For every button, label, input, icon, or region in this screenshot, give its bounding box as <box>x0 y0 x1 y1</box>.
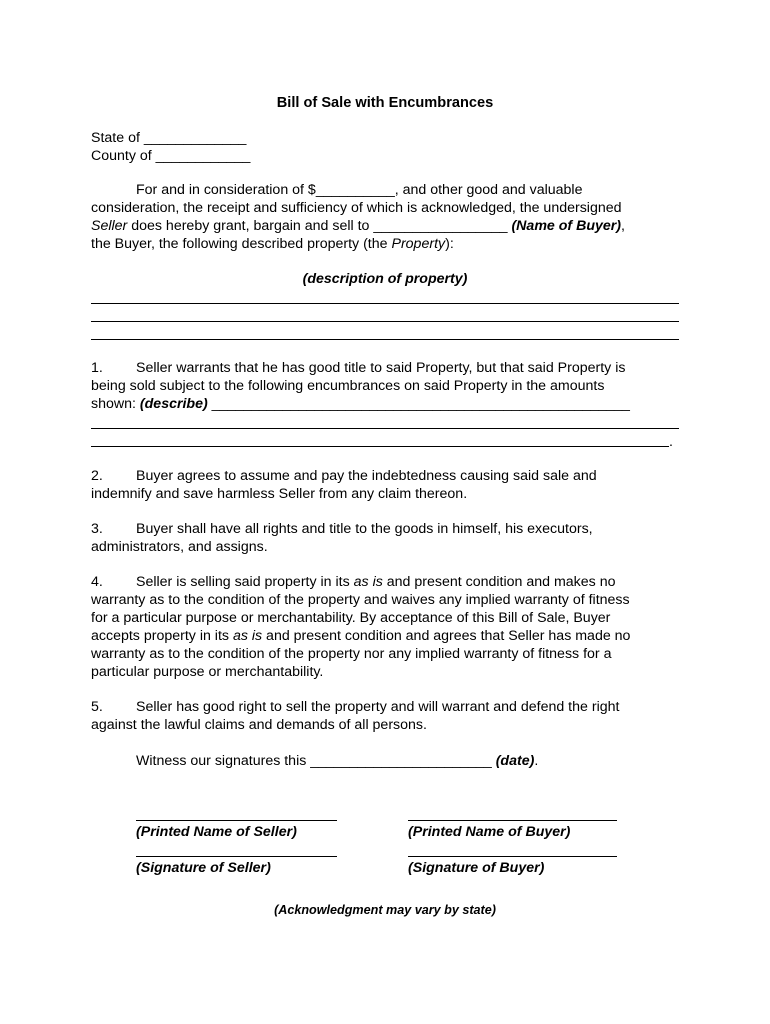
intro-line-1: For and in consideration of $__________, and other good and valuable <box>136 182 583 198</box>
buyer-signature-line <box>408 856 617 857</box>
buyer-printed-name-label: (Printed Name of Buyer) <box>408 824 571 840</box>
seller-signature-label: (Signature of Seller) <box>136 860 271 876</box>
description-rule-2 <box>91 321 679 322</box>
intro-line-3: Seller does hereby grant, bargain and sell to _________________ (Name of Buyer), <box>91 218 625 234</box>
buyer-printed-name-line <box>408 820 617 821</box>
acknowledgment-note: (Acknowledgment may vary by state) <box>274 903 496 917</box>
description-rule-1 <box>91 303 679 304</box>
encumbrance-rule-1 <box>91 428 679 429</box>
seller-printed-name-line <box>136 820 337 821</box>
encumbrance-rule-2 <box>91 446 669 447</box>
description-rule-3 <box>91 339 679 340</box>
description-heading: (description of property) <box>302 271 468 287</box>
buyer-signature-label: (Signature of Buyer) <box>408 860 545 876</box>
seller-signature-line <box>136 856 337 857</box>
state-field: State of _____________ <box>91 130 247 146</box>
county-field: County of ____________ <box>91 148 251 164</box>
page-title: Bill of Sale with Encumbrances <box>276 95 494 111</box>
intro-line-4: the Buyer, the following described property (the Property): <box>91 236 454 252</box>
seller-printed-name-label: (Printed Name of Seller) <box>136 824 297 840</box>
witness-line: Witness our signatures this _______________________ (date). <box>136 753 539 769</box>
intro-line-2: consideration, the receipt and sufficiency of which is acknowledged, the undersigned <box>91 200 622 216</box>
